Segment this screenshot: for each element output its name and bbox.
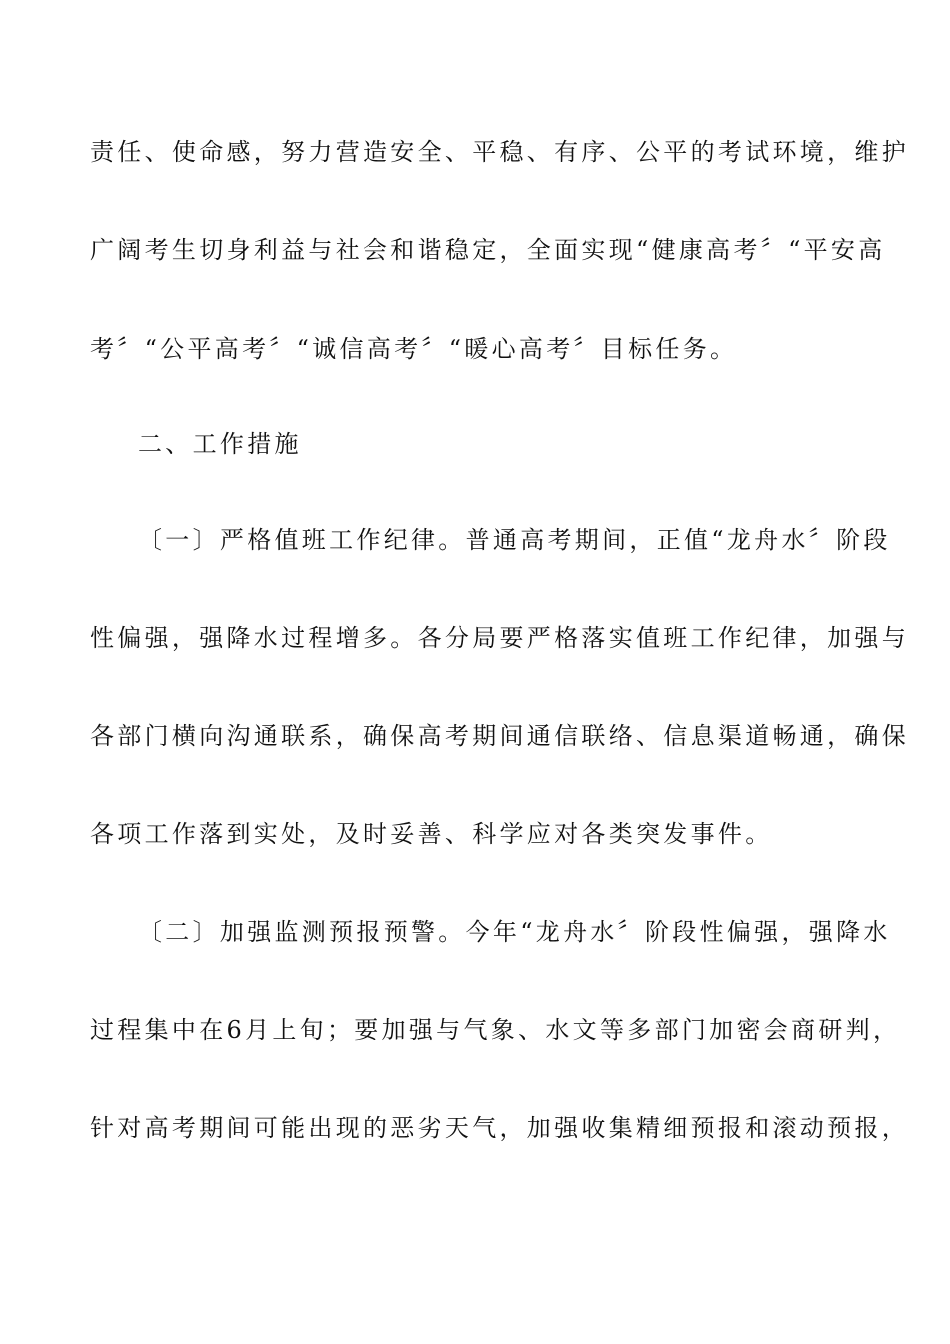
paragraph-line: 过程集中在6月上旬；要加强与气象、水文等多部门加密会商研判， [90, 1016, 901, 1044]
section-heading: 二、工作措施 [138, 430, 302, 458]
paragraph-line: 责任、使命感，努力营造安全、平稳、有序、公平的考试环境，维护 [90, 138, 909, 166]
paragraph-line: 〔一〕严格值班工作纪律。普通高考期间，正值“龙舟水〞阶段 [138, 526, 891, 554]
paragraph-line: 针对高考期间可能出现的恶劣天气，加强收集精细预报和滚动预报， [90, 1114, 909, 1142]
paragraph-line: 各项工作落到实处，及时妥善、科学应对各类突发事件。 [90, 820, 773, 848]
paragraph-line: 考〞“公平高考〞“诚信高考〞“暖心高考〞目标任务。 [90, 335, 738, 363]
paragraph-line: 性偏强，强降水过程增多。各分局要严格落实值班工作纪律，加强与 [90, 624, 909, 652]
paragraph-line: 〔二〕加强监测预报预警。今年“龙舟水〞阶段性偏强，强降水 [138, 918, 891, 946]
paragraph-line: 各部门横向沟通联系，确保高考期间通信联络、信息渠道畅通，确保 [90, 722, 909, 750]
paragraph-line: 广阔考生切身利益与社会和谐稳定，全面实现“健康高考〞“平安高 [90, 236, 886, 264]
